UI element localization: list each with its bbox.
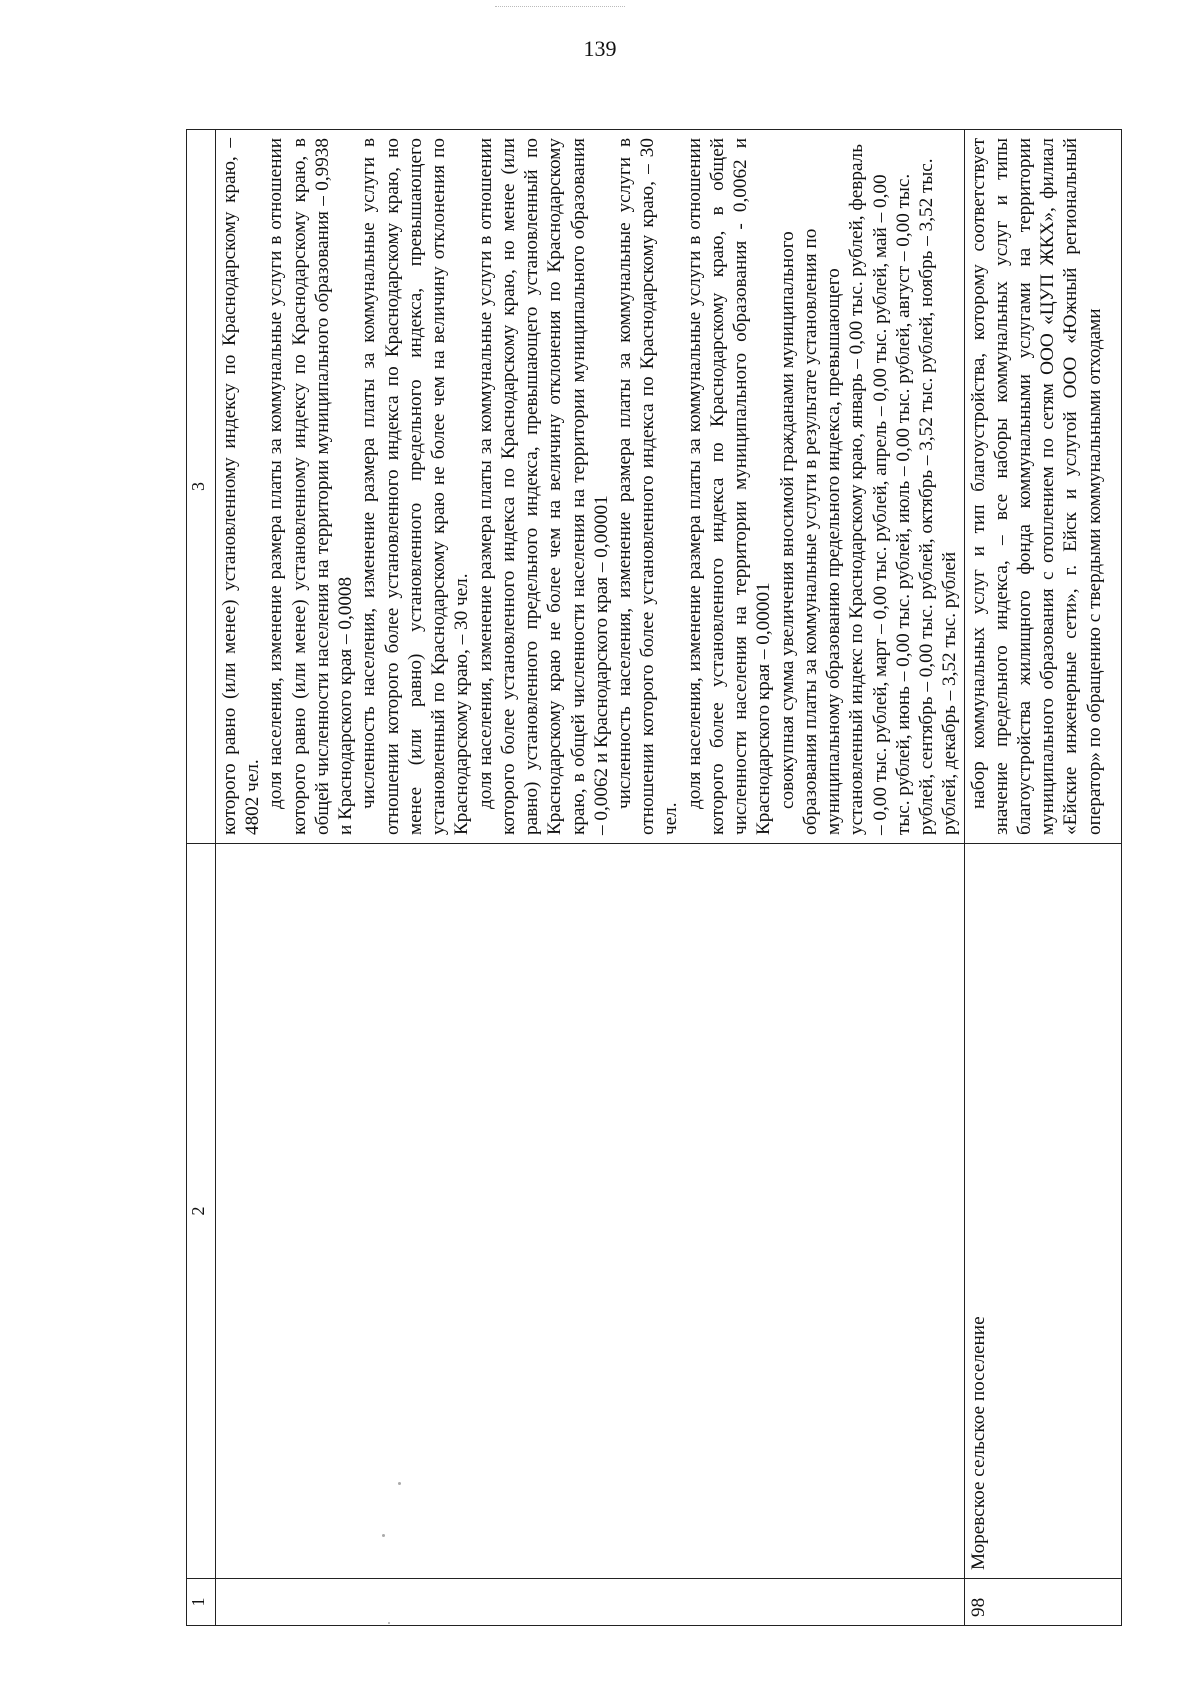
paragraph-share-below: доля населения, изменение размера платы за коммунальные услуги в отношении которого равно (или менее) установленному индексу по Краснодарскому краю, в общей численности населения на территории муниципального образования – 0,9938 и Краснодарского края – 0,0008 — [265, 138, 357, 835]
paragraph-population-above: численность населения, изменение размера платы за коммунальные услуги в отношении которого более установленного индекса по Краснодарскому краю, – 30 чел. — [613, 138, 682, 835]
settlement-name-cell — [216, 844, 965, 1579]
table-landscape — [186, 130, 1122, 1626]
paragraph-share-between: доля населения, изменение размера платы за коммунальные услуги в отношении которого более установленного индекса по Краснодарскому краю, но менее (или равно) установленного предельного индекса, превышающего установленный по Краснодарскому краю не более чем на величину отклонения по Краснодарскому краю, в общей численности населения на территории муниципального образования – 0,0062 и Краснодарского края – 0,00001 — [474, 138, 612, 835]
paragraph-share-above: доля населения, изменение размера платы за коммунальные услуги в отношении которого более установленного индекса по Краснодарскому краю, в общей численности населения на территории муниципального образования - 0,0062 и Краснодарского края – 0,00001 — [683, 138, 775, 835]
indicators-cell — [216, 130, 965, 844]
table-row — [964, 130, 1122, 1626]
paragraph-population-between: численность населения, изменение размера платы за коммунальные услуги в отношении которого более установленного индекса по Краснодарскому краю, но менее (или равно) установленного предельного индекса, превышающего установленный по Краснодарскому краю не более чем на величину отклонения по Краснодарскому краю, – 30 чел. — [358, 138, 473, 835]
paragraph-service-set: набор коммунальных услуг и тип благоустройства, которому соответствует значение предельного индекса, – все наборы коммунальных услуг и типы благоустройства жилищного фонда коммунальными услугами на территории муниципального образования с отоплением по сетям ООО «ЦУП ЖКХ», филиал «Ейские инженерные сети», г. Ейск и услугой ООО «Южный региональный оператор» по обращению с твердыми коммунальными отходами — [967, 138, 1105, 835]
rotated-table-frame — [186, 130, 1122, 1626]
table-row-continuation — [216, 130, 965, 1626]
header-col-1: 1 — [187, 1579, 216, 1626]
header-col-3: 3 — [187, 130, 216, 844]
paragraph-population-below: которого равно (или менее) установленному индексу по Краснодарскому краю, – 4802 чел. — [219, 138, 264, 835]
data-table — [186, 129, 1122, 1626]
settlement-name-cell: Моревское сельское поселение — [964, 844, 1122, 1579]
indicators-cell — [964, 130, 1122, 844]
header-col-2: 2 — [187, 844, 216, 1579]
paragraph-total-increase: совокупная сумма увеличения вносимой гражданами муниципального образования платы за коммунальные услуги в результате установления по муниципальному образованию предельного индекса, превышающего установленный индекс по Краснодарскому краю, январь – 0,00 тыс. рублей, февраль – 0,00 тыс. рублей, март – 0,00 тыс. рублей, апрель – 0,00 тыс. рублей, май – 0,00 тыс. рублей, июнь – 0,00 тыс. рублей, июль – 0,00 тыс. рублей, август – 0,00 тыс. рублей, сентябрь – 0,00 тыс. рублей, октябрь – 3,52 тыс. рублей, ноябрь – 3,52 тыс. рублей, декабрь – 3,52 тыс. рублей — [776, 144, 961, 835]
row-number-cell: 98 — [964, 1579, 1122, 1626]
page-number: 139 — [583, 36, 617, 61]
scan-artifact — [495, 6, 625, 10]
header-row — [187, 130, 216, 1626]
row-number-cell — [216, 1579, 965, 1626]
